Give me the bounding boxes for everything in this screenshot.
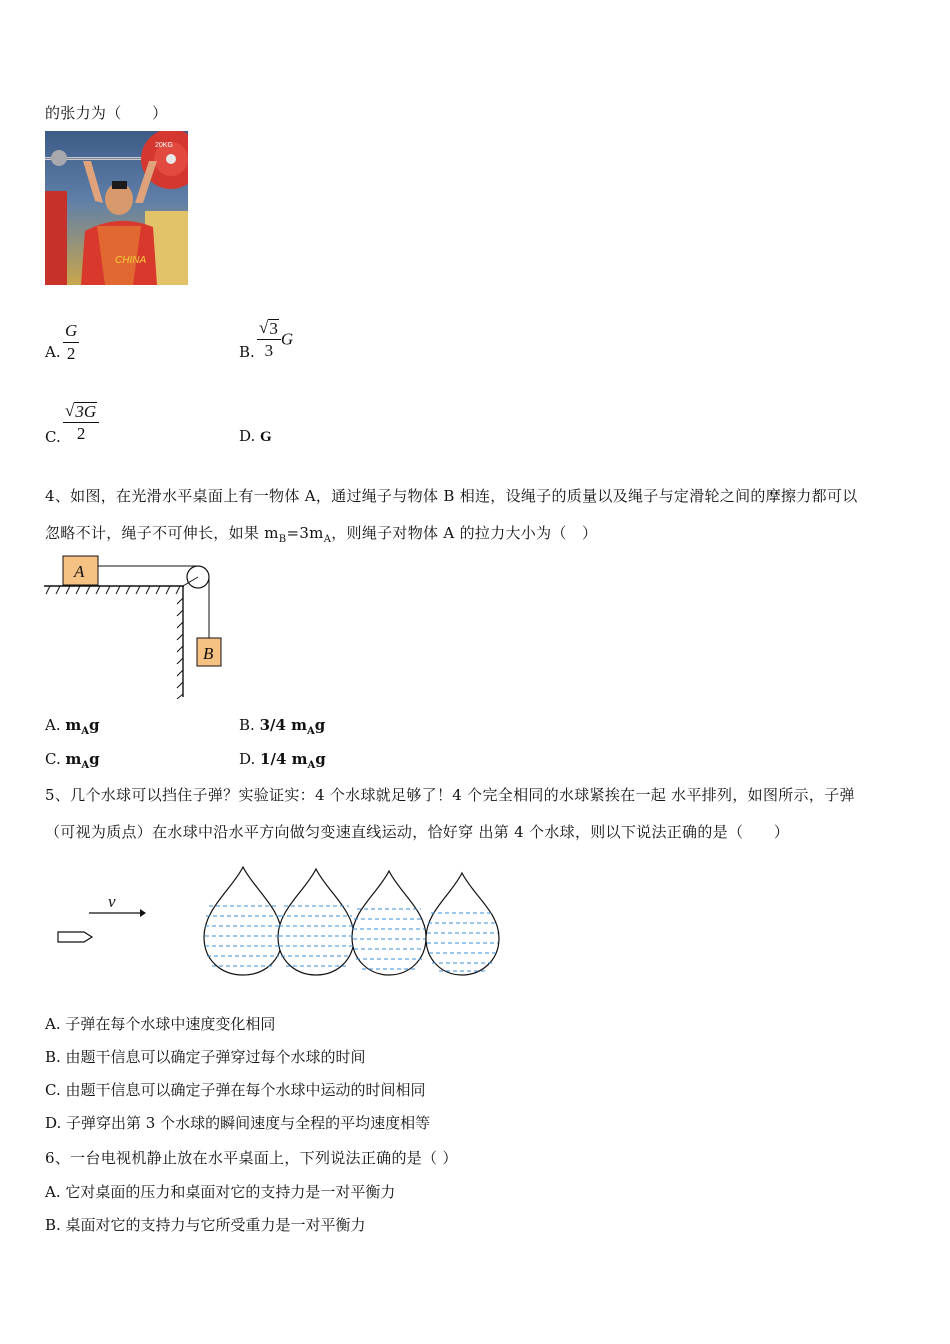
q4-option-d: D. 1/4 $m_Ag$ (239, 750, 326, 771)
q3-option-a-label: A. (45, 343, 61, 361)
q5-stem-line1: 5、几个水球可以挡住子弹？实验证实：4 个水球就足够了！4 个完全相同的水球紧挨在一起 水平排列，如图所示，子弹 (45, 786, 855, 804)
block-b-label: B (203, 644, 214, 663)
q3-option-a-fraction: $\frac{G}{2}$ (65, 321, 78, 363)
q3-option-c-fraction: √ 3G 2 (63, 401, 99, 444)
water-ball-4 (426, 873, 499, 975)
q3-option-b-fraction: √ 3 3 G (259, 318, 294, 360)
q6-option-b: B. 桌面对它的支持力与它所受重力是一对平衡力 (45, 1216, 366, 1234)
block-a-label: A (74, 562, 85, 581)
water-balls-diagram (54, 863, 514, 995)
q4-stem-line2: 忽略不计，绳子不可伸长，如果 $m_B=3m_A$，则绳子对物体 A 的拉力大小为（ ） (45, 524, 598, 545)
shirt-text: CHINA (115, 255, 147, 266)
q4-stem-line1: 4、如图，在光滑水平桌面上有一物体 A，通过绳子与物体 B 相连，设绳子的质量以及绳子与定滑轮之间的摩擦力都可以 (45, 487, 858, 505)
bullet-shape (58, 932, 92, 942)
q5-option-a: A. 子弹在每个水球中速度变化相同 (45, 1015, 276, 1033)
velocity-label: v (108, 892, 116, 911)
q3-option-d: D. G (239, 427, 272, 445)
q4-option-b: B. 3/4 $m_Ag$ (239, 716, 326, 737)
q4-option-c: C. $m_Ag$ (45, 750, 100, 771)
pulley-diagram (44, 553, 224, 703)
q5-option-c: C. 由题干信息可以确定子弹在每个水球中运动的时间相同 (45, 1081, 426, 1099)
q3-option-b-label: B. (239, 343, 255, 361)
water-ball-2 (278, 869, 354, 975)
q5-stem-line2: （可视为质点）在水球中沿水平方向做匀变速直线运动，恰好穿 出第 4 个水球，则以下说法正确的是（ ） (45, 823, 790, 841)
plate-text: 20KG (155, 142, 173, 149)
q6-option-a: A. 它对桌面的压力和桌面对它的支持力是一对平衡力 (45, 1183, 396, 1201)
weightlifter-photo (45, 131, 188, 285)
q5-option-b: B. 由题干信息可以确定子弹穿过每个水球的时间 (45, 1048, 366, 1066)
water-ball-1 (204, 867, 282, 975)
q5-option-d: D. 子弹穿出第 3 个水球的瞬间速度与全程的平均速度相等 (45, 1114, 431, 1132)
q3-option-c-label: C. (45, 428, 61, 446)
q6-stem: 6、一台电视机静止放在水平桌面上，下列说法正确的是（ ） (45, 1149, 458, 1167)
q4-option-a: A. $m_Ag$ (45, 716, 100, 737)
q3-stem-tail: 的张力为（ ） (45, 104, 168, 122)
